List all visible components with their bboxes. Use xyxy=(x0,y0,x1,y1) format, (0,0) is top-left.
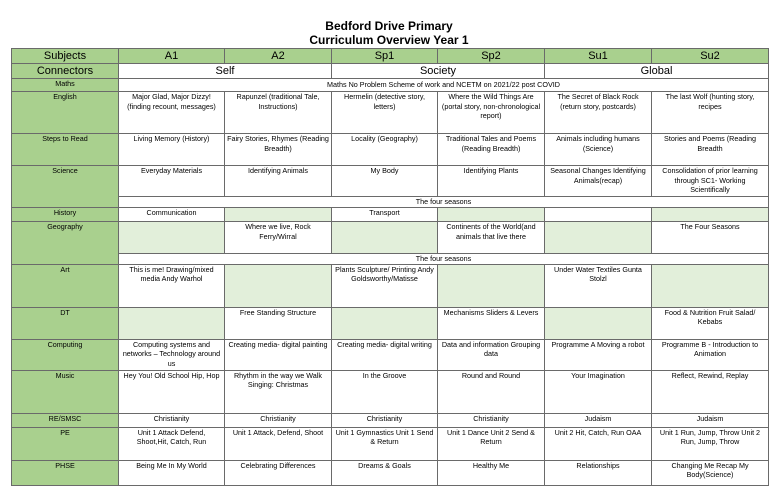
science-seasons-banner: The four seasons xyxy=(119,197,769,208)
computing-row xyxy=(12,339,769,370)
cell: The Secret of Black Rock (return story, postcards) xyxy=(545,92,652,134)
english-row xyxy=(12,92,769,134)
cell: Fairy Stories, Rhymes (Reading Breadth) xyxy=(225,134,332,166)
cell: Christianity xyxy=(119,413,225,427)
cell: Unit 2 Hit, Catch, Run OAA xyxy=(545,427,652,460)
cell: Locality (Geography) xyxy=(332,134,438,166)
cell: Your Imagination xyxy=(545,370,652,413)
art-row xyxy=(12,264,769,307)
cell: Plants Sculpture/ Printing Andy Goldsworthy/Matisse xyxy=(332,264,438,307)
cell: Being Me In My World xyxy=(119,460,225,485)
cell: Judaism xyxy=(545,413,652,427)
cell: Judaism xyxy=(652,413,769,427)
cell xyxy=(438,208,545,222)
document-subtitle: Curriculum Overview Year 1 xyxy=(309,33,469,47)
cell xyxy=(225,208,332,222)
re-smsc-row xyxy=(12,413,769,427)
header-term-sp1: Sp1 xyxy=(332,49,438,64)
music-row xyxy=(12,370,769,413)
cell: Unit 1 Attack, Defend, Shoot xyxy=(225,427,332,460)
connector-society: Society xyxy=(332,64,545,79)
dt-row xyxy=(12,307,769,339)
subject-label: History xyxy=(12,208,119,222)
header-term-su1: Su1 xyxy=(545,49,652,64)
phse-row xyxy=(12,460,769,485)
header-row xyxy=(12,49,769,64)
cell xyxy=(545,222,652,254)
cell: Data and information Grouping data xyxy=(438,339,545,370)
cell: Changing Me Recap My Body(Science) xyxy=(652,460,769,485)
subject-label: PHSE xyxy=(12,460,119,485)
cell xyxy=(545,307,652,339)
cell: Seasonal Changes Identifying Animals(recap) xyxy=(545,166,652,197)
cell: Major Glad, Major Dizzy! (finding recount, messages) xyxy=(119,92,225,134)
cell: Consolidation of prior learning through SC1- Working Scientifically xyxy=(652,166,769,197)
cell: The last Wolf (hunting story, recipes xyxy=(652,92,769,134)
subject-label: Geography xyxy=(12,222,119,265)
cell: This is me! Drawing/mixed media Andy Warhol xyxy=(119,264,225,307)
subject-label: Connectors xyxy=(12,64,119,79)
cell xyxy=(652,264,769,307)
subject-label: Steps to Read xyxy=(12,134,119,166)
subject-label: Art xyxy=(12,264,119,307)
cell: Traditional Tales and Poems (Reading Breadth) xyxy=(438,134,545,166)
cell: Mechanisms Sliders & Levers xyxy=(438,307,545,339)
cell: Continents of the World(and animals that live there xyxy=(438,222,545,254)
cell: Transport xyxy=(332,208,438,222)
connector-global: Global xyxy=(545,64,769,79)
cell xyxy=(225,264,332,307)
cell: In the Groove xyxy=(332,370,438,413)
header-term-su2: Su2 xyxy=(652,49,769,64)
cell: Rapunzel (traditional Tale, Instructions) xyxy=(225,92,332,134)
header-subjects: Subjects xyxy=(12,49,119,64)
header-term-a2: A2 xyxy=(225,49,332,64)
subject-label: PE xyxy=(12,427,119,460)
cell: Hey You! Old School Hip, Hop xyxy=(119,370,225,413)
cell: Computing systems and networks – Technology around us xyxy=(119,339,225,370)
subject-label: English xyxy=(12,92,119,134)
geography-seasons-row xyxy=(12,254,769,265)
cell: Unit 1 Dance Unit 2 Send & Return xyxy=(438,427,545,460)
cell: Christianity xyxy=(438,413,545,427)
science-seasons-row xyxy=(12,197,769,208)
cell: Programme B - Introduction to Animation xyxy=(652,339,769,370)
connector-self: Self xyxy=(119,64,332,79)
subject-label: DT xyxy=(12,307,119,339)
cell: Celebrating Differences xyxy=(225,460,332,485)
curriculum-table xyxy=(11,48,769,486)
cell xyxy=(332,222,438,254)
cell: My Body xyxy=(332,166,438,197)
cell: Rhythm in the way we Walk Singing: Christmas xyxy=(225,370,332,413)
cell: Hermelin (detective story, letters) xyxy=(332,92,438,134)
cell: Christianity xyxy=(332,413,438,427)
cell: Christianity xyxy=(225,413,332,427)
header-term-a1: A1 xyxy=(119,49,225,64)
cell: Communication xyxy=(119,208,225,222)
subject-label: Computing xyxy=(12,339,119,370)
cell: Where we live, Rock Ferry/Wirral xyxy=(225,222,332,254)
cell: Programme A Moving a robot xyxy=(545,339,652,370)
cell: Relationships xyxy=(545,460,652,485)
cell: Unit 1 Gymnastics Unit 1 Send & Return xyxy=(332,427,438,460)
cell: Free Standing Structure xyxy=(225,307,332,339)
cell: Stories and Poems (Reading Breadth xyxy=(652,134,769,166)
maths-scheme: Maths No Problem Scheme of work and NCETM on 2021/22 post COVID xyxy=(119,79,769,92)
subject-label: Science xyxy=(12,166,119,208)
geography-seasons-banner: The four seasons xyxy=(119,254,769,265)
connectors-row xyxy=(12,64,769,79)
cell: Unit 1 Run, Jump, Throw Unit 2 Run, Jump, Throw xyxy=(652,427,769,460)
subject-label: RE/SMSC xyxy=(12,413,119,427)
pe-row xyxy=(12,427,769,460)
cell: Identifying Plants xyxy=(438,166,545,197)
cell: Creating media- digital painting xyxy=(225,339,332,370)
cell: The Four Seasons xyxy=(652,222,769,254)
cell: Dreams & Goals xyxy=(332,460,438,485)
cell: Unit 1 Attack Defend, Shoot,Hit, Catch, Run xyxy=(119,427,225,460)
cell xyxy=(119,307,225,339)
steps-to-read-row xyxy=(12,134,769,166)
subject-label: Music xyxy=(12,370,119,413)
maths-row xyxy=(12,79,769,92)
cell: Creating media- digital writing xyxy=(332,339,438,370)
cell xyxy=(545,208,652,222)
cell: Where the Wild Things Are (portal story, non-chronological report) xyxy=(438,92,545,134)
science-row xyxy=(12,166,769,197)
cell: Animals including humans (Science) xyxy=(545,134,652,166)
school-title: Bedford Drive Primary xyxy=(325,19,453,33)
cell: Food & Nutrition Fruit Salad/ Kebabs xyxy=(652,307,769,339)
cell xyxy=(119,222,225,254)
cell: Healthy Me xyxy=(438,460,545,485)
cell xyxy=(332,307,438,339)
cell: Under Water Textiles Gunta Stolzl xyxy=(545,264,652,307)
history-row xyxy=(12,208,769,222)
cell xyxy=(438,264,545,307)
subject-label: Maths xyxy=(12,79,119,92)
cell: Round and Round xyxy=(438,370,545,413)
header-term-sp2: Sp2 xyxy=(438,49,545,64)
geography-row xyxy=(12,222,769,254)
cell: Identifying Animals xyxy=(225,166,332,197)
cell: Everyday Materials xyxy=(119,166,225,197)
cell: Reflect, Rewind, Replay xyxy=(652,370,769,413)
cell xyxy=(652,208,769,222)
cell: Living Memory (History) xyxy=(119,134,225,166)
